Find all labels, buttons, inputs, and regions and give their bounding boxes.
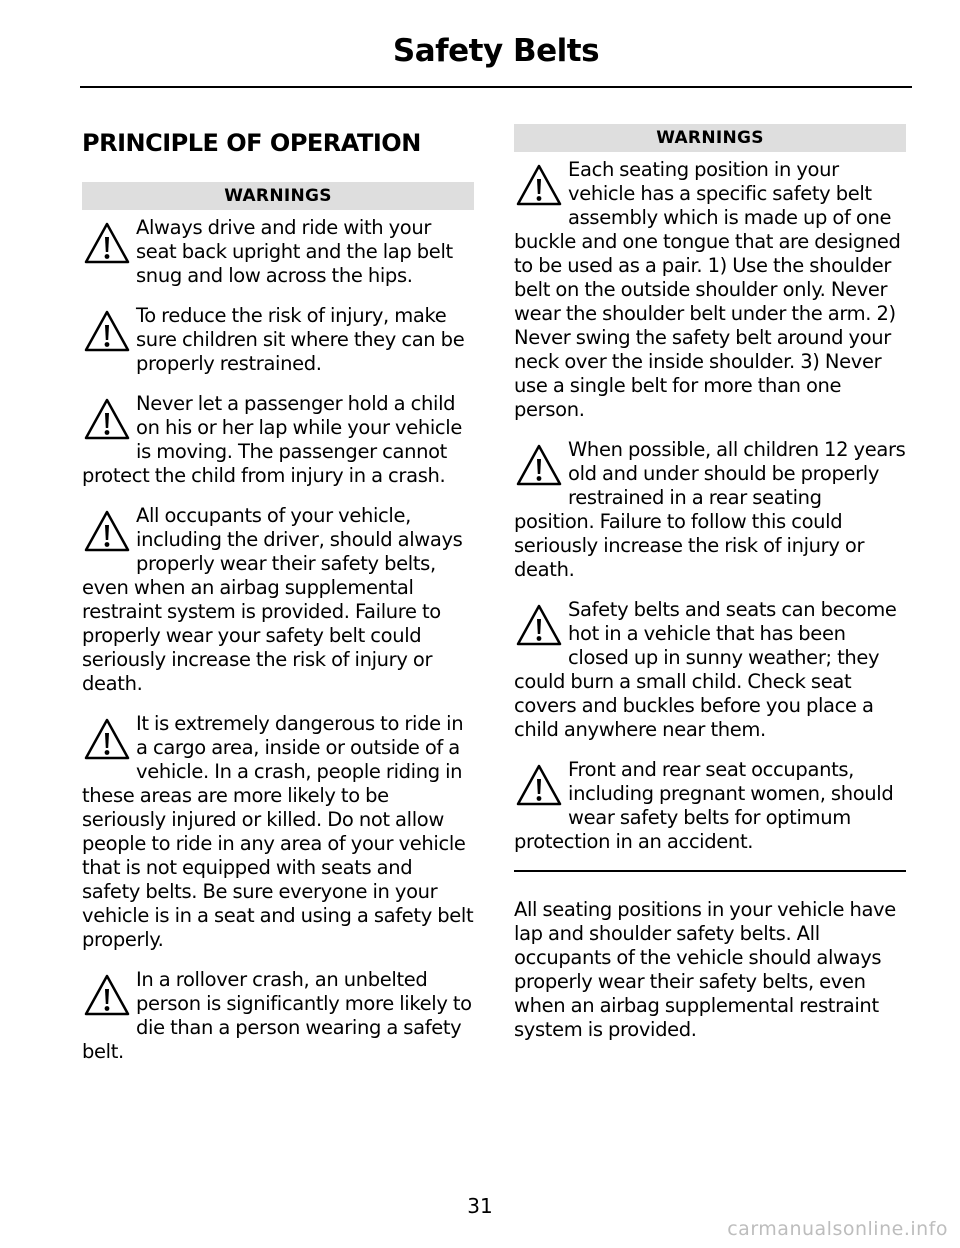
warning-triangle-icon <box>82 308 132 354</box>
warning-text: Always drive and ride with your seat back upright and the lap belt snug and low across the hips. <box>136 216 453 287</box>
warning-list <box>514 158 906 854</box>
warning-triangle-icon <box>514 442 564 488</box>
warning-triangle-icon <box>514 602 564 648</box>
warning-triangle-icon <box>82 972 132 1018</box>
warning-item <box>514 598 906 742</box>
warning-item <box>514 438 906 582</box>
warning-text: In a rollover crash, an unbelted person is significantly more likely to die than a person wearing a safety belt. <box>82 968 472 1063</box>
warning-triangle-icon <box>82 220 132 266</box>
warning-triangle-icon <box>514 162 564 208</box>
warning-text: Each seating position in your vehicle has a specific safety belt assembly which is made up of one buckle and one tongue that are designed to be used as a pair. 1) Use the shoulder belt on the outside shoulder only. Never wear the shoulder belt under the arm. 2) Never swing the safety belt around your neck over the inside shoulder. 3) Never use a single belt for more than one person. <box>514 158 901 421</box>
warning-text: When possible, all children 12 years old and under should be properly restrained in a rear seating position. Failure to follow this could seriously increase the risk of injury or death. <box>514 438 906 581</box>
warning-triangle-icon <box>82 716 132 762</box>
warning-text: Front and rear seat occupants, including pregnant women, should wear safety belts for optimum protection in an accident. <box>514 758 894 853</box>
page-title: Safety Belts <box>392 33 600 69</box>
warning-text: It is extremely dangerous to ride in a cargo area, inside or outside of a vehicle. In a crash, people riding in these areas are more likely to be seriously injured or killed. Do not allow people to ride in any area of your vehicle that is not equipped with seats and safety belts. Be sure everyone in your vehicle is in a seat and using a safety belt properly. <box>82 712 474 951</box>
warning-triangle-icon <box>514 762 564 808</box>
warning-item <box>82 304 474 376</box>
warning-item <box>82 504 474 696</box>
warning-item <box>514 758 906 854</box>
left-column <box>82 124 474 1080</box>
warning-list <box>82 216 474 1064</box>
watermark: carmanualsonline.info <box>727 1218 948 1240</box>
warning-item <box>514 158 906 422</box>
warning-item <box>82 216 474 288</box>
warning-text: To reduce the risk of injury, make sure children sit where they can be properly restrained. <box>136 304 465 375</box>
warning-item <box>82 712 474 952</box>
warning-text: All occupants of your vehicle, including the driver, should always properly wear their safety belts, even when an airbag supplemental restraint system is provided. Failure to properly wear your safety belt could seriously increase the risk of injury or death. <box>82 504 463 695</box>
body-paragraph: All seating positions in your vehicle have lap and shoulder safety belts. All occupants of the vehicle should always properly wear their safety belts, even when an airbag supplemental restraint system is provided. <box>514 897 896 1041</box>
right-column <box>514 124 906 1042</box>
warning-text: Never let a passenger hold a child on his or her lap while your vehicle is moving. The passenger cannot protect the child from injury in a crash. <box>82 392 463 487</box>
section-title: PRINCIPLE OF OPERATION <box>82 129 421 157</box>
section-divider <box>514 870 906 872</box>
warning-text: Safety belts and seats can become hot in a vehicle that has been closed up in sunny weather; they could burn a small child. Check seat covers and buckles before you place a child anywhere near them. <box>514 598 897 741</box>
warning-item <box>82 392 474 488</box>
warning-triangle-icon <box>82 396 132 442</box>
warnings-banner: WARNINGS <box>82 182 474 210</box>
warnings-banner: WARNINGS <box>514 124 906 152</box>
warning-triangle-icon <box>82 508 132 554</box>
header-divider <box>80 86 912 88</box>
page-number: 31 <box>467 1194 493 1218</box>
page-header <box>80 28 912 74</box>
warning-item <box>82 968 474 1064</box>
